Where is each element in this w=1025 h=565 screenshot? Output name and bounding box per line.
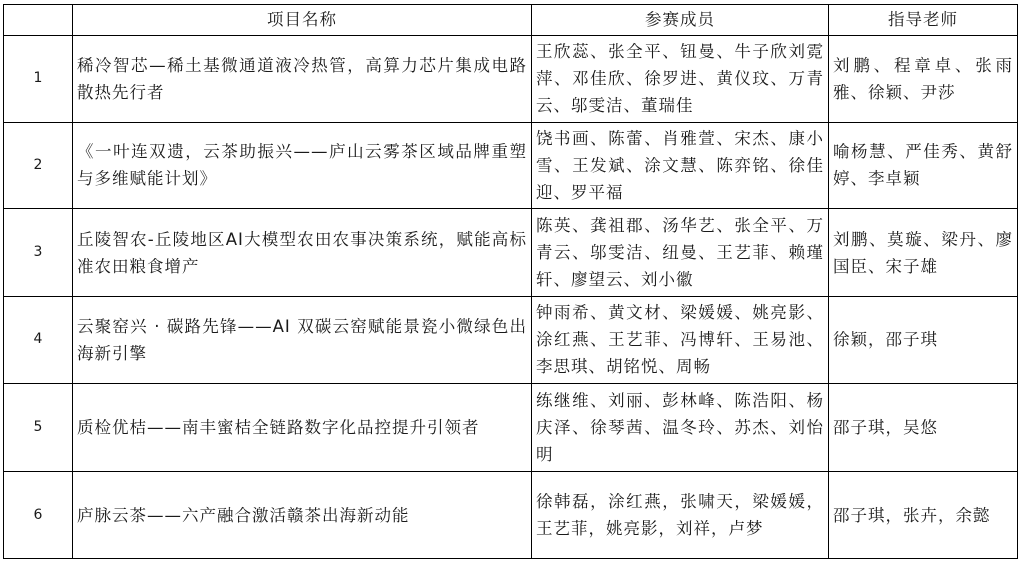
row-index: 6 bbox=[4, 472, 73, 559]
advisors: 徐颖，邵子琪 bbox=[829, 296, 1018, 383]
row-index: 4 bbox=[4, 296, 73, 383]
team-members: 饶书画、陈蕾、肖雅萱、宋杰、康小雪、王发斌、涂文慧、陈弈铭、徐佳迎、罗平福 bbox=[532, 122, 829, 209]
project-table bbox=[3, 4, 1018, 559]
advisors: 刘鹏、程章卓、张雨雅、徐颖、尹莎 bbox=[829, 36, 1018, 123]
row-index: 3 bbox=[4, 209, 73, 297]
table-row bbox=[4, 383, 1018, 472]
table-row bbox=[4, 122, 1018, 209]
project-name: 庐脉云茶——六产融合激活赣茶出海新动能 bbox=[73, 472, 532, 559]
team-members: 徐韩磊，涂红燕，张啸天，梁媛媛，王艺菲，姚亮影，刘祥，卢梦 bbox=[532, 472, 829, 559]
table-row bbox=[4, 296, 1018, 383]
project-name: 《一叶连双遗，云茶助振兴——庐山云雾茶区域品牌重塑与多维赋能计划》 bbox=[73, 122, 532, 209]
row-index: 5 bbox=[4, 383, 73, 472]
table-row bbox=[4, 209, 1018, 297]
advisors: 邵子琪，吴悠 bbox=[829, 383, 1018, 472]
header-project-name: 项目名称 bbox=[73, 5, 532, 36]
project-name: 稀冷智芯—稀土基微通道液冷热管，高算力芯片集成电路散热先行者 bbox=[73, 36, 532, 123]
team-members: 钟雨希、黄文材、梁媛媛、姚亮影、涂红燕、王艺菲、冯博轩、王易池、李思琪、胡铭悦、周畅 bbox=[532, 296, 829, 383]
advisors: 刘鹏、莫璇、梁丹、廖国臣、宋子雄 bbox=[829, 209, 1018, 297]
team-members: 练继维、刘丽、彭林峰、陈浩阳、杨庆泽、徐琴茜、温冬玲、苏杰、刘怡明 bbox=[532, 383, 829, 472]
project-name: 丘陵智农-丘陵地区AI大模型农田农事决策系统，赋能高标准农田粮食增产 bbox=[73, 209, 532, 297]
table-row bbox=[4, 472, 1018, 559]
project-name: 质检优桔——南丰蜜桔全链路数字化品控提升引领者 bbox=[73, 383, 532, 472]
table-header-row bbox=[4, 5, 1018, 36]
team-members: 陈英、龚祖郡、汤华艺、张全平、万青云、邬雯洁、纽曼、王艺菲、赖瑾轩、廖望云、刘小徽 bbox=[532, 209, 829, 297]
advisors: 喻杨慧、严佳秀、黄舒婷、李卓颖 bbox=[829, 122, 1018, 209]
header-members: 参赛成员 bbox=[532, 5, 829, 36]
row-index: 1 bbox=[4, 36, 73, 123]
header-advisors: 指导老师 bbox=[829, 5, 1018, 36]
table-row bbox=[4, 36, 1018, 123]
header-index bbox=[4, 5, 73, 36]
project-name: 云聚窑兴 · 碳路先锋——AI 双碳云窑赋能景瓷小微绿色出海新引擎 bbox=[73, 296, 532, 383]
team-members: 王欣蕊、张全平、钮曼、牛子欣刘霓萍、邓佳欣、徐罗进、黄仪玟、万青云、邬雯洁、董瑞佳 bbox=[532, 36, 829, 123]
advisors: 邵子琪，张卉，余懿 bbox=[829, 472, 1018, 559]
row-index: 2 bbox=[4, 122, 73, 209]
